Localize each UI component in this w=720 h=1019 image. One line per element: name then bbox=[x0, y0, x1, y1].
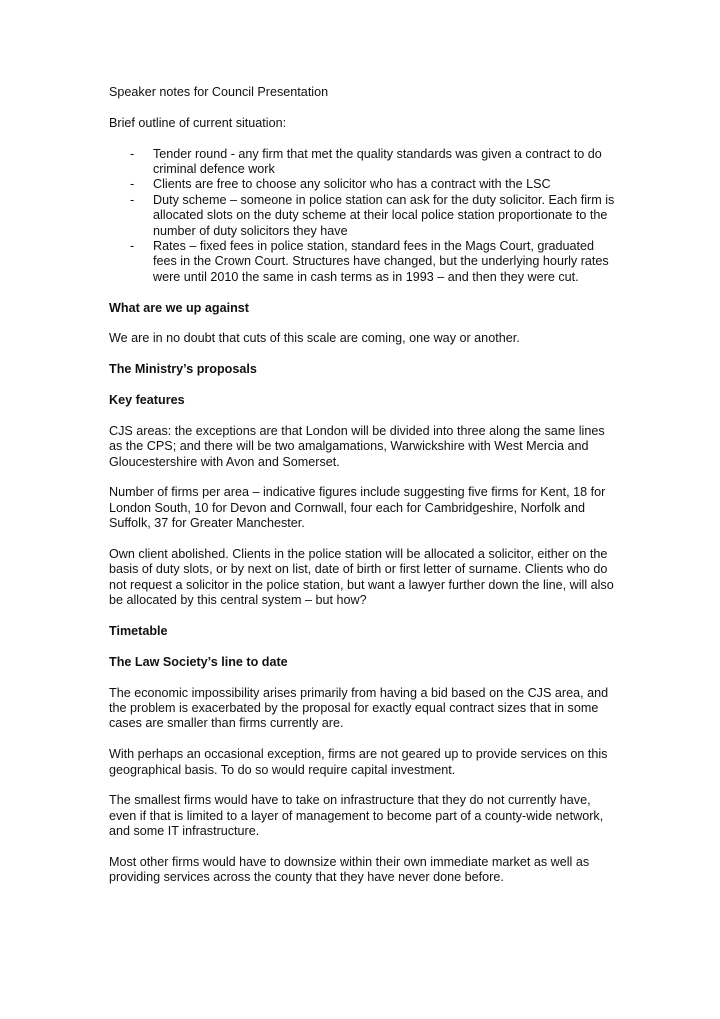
bullet-marker: - bbox=[130, 146, 135, 161]
paragraph-exception: With perhaps an occasional exception, firms are not geared up to provide services on this geographical basis. To do so would require capital investment. bbox=[109, 747, 608, 777]
paragraph-against: We are in no doubt that cuts of this scale are coming, one way or another. bbox=[109, 331, 520, 346]
heading-timetable: Timetable bbox=[109, 624, 168, 639]
heading-against: What are we up against bbox=[109, 300, 249, 315]
list-item bbox=[109, 147, 621, 178]
outline-intro: Brief outline of current situation: bbox=[109, 115, 287, 130]
paragraph-economic: The economic impossibility arises primarily from having a bid based on the CJS area, and the problem is exacerbated by the proposal for exactly equal contract sizes that in some cases are smaller than firms currently are. bbox=[109, 685, 609, 731]
bullet-marker: - bbox=[130, 239, 135, 254]
paragraph-cjs-areas: CJS areas: the exceptions are that London will be divided into three along the same lines as the CPS; and there will be two amalgamations, Warwickshire with West Mercia and Gloucestershire with Avon and Somerset. bbox=[109, 423, 605, 469]
list-item-text: Duty scheme – someone in police station can ask for the duty solicitor. Each firm is allocated slots on the duty scheme at their local police station proportionate to the number of duty solicitors they have bbox=[153, 192, 615, 238]
paragraph-downsize: Most other firms would have to downsize within their own immediate market as well as providing services across the county that they have never done before. bbox=[109, 855, 590, 885]
paragraph-own-client: Own client abolished. Clients in the police station will be allocated a solicitor, either on the basis of duty slots, or by next on list, date of birth or first letter of surname. Clients who do not request a solicitor in the police station, but want a lawyer further down the line, will also be allocated by this central system – but how? bbox=[109, 547, 614, 608]
bullet-marker: - bbox=[130, 192, 135, 207]
heading-proposals: The Ministry’s proposals bbox=[109, 362, 257, 377]
document-title: Speaker notes for Council Presentation bbox=[109, 85, 329, 99]
situation-bullet-list bbox=[109, 147, 621, 286]
paragraph-smallest-firms: The smallest firms would have to take on infrastructure that they do not currently have, even if that is limited to a layer of management to become part of a county-wide network, and some IT infrastructure. bbox=[109, 793, 604, 839]
paragraph-firms-per-area: Number of firms per area – indicative figures include suggesting five firms for Kent, 18 for London South, 10 for Devon and Cornwall, four each for Cambridgeshire, Norfolk and Suffolk, 37 for Greater Manchester. bbox=[109, 485, 606, 531]
list-item bbox=[109, 193, 621, 239]
heading-law-society: The Law Society’s line to date bbox=[109, 654, 288, 669]
bullet-marker: - bbox=[130, 177, 135, 192]
list-item bbox=[109, 177, 621, 192]
document-page bbox=[109, 85, 621, 901]
list-item bbox=[109, 239, 621, 285]
list-item-text: Clients are free to choose any solicitor who has a contract with the LSC bbox=[153, 177, 551, 192]
heading-key-features: Key features bbox=[109, 393, 185, 408]
list-item-text: Rates – fixed fees in police station, standard fees in the Mags Court, graduated fees in the Crown Court. Structures have changed, but the underlying hourly rates were until 2010 the same in cash terms as in 1993 – and then they were cut. bbox=[153, 239, 609, 284]
list-item-text: Tender round - any firm that met the quality standards was given a contract to do criminal defence work bbox=[153, 146, 602, 176]
